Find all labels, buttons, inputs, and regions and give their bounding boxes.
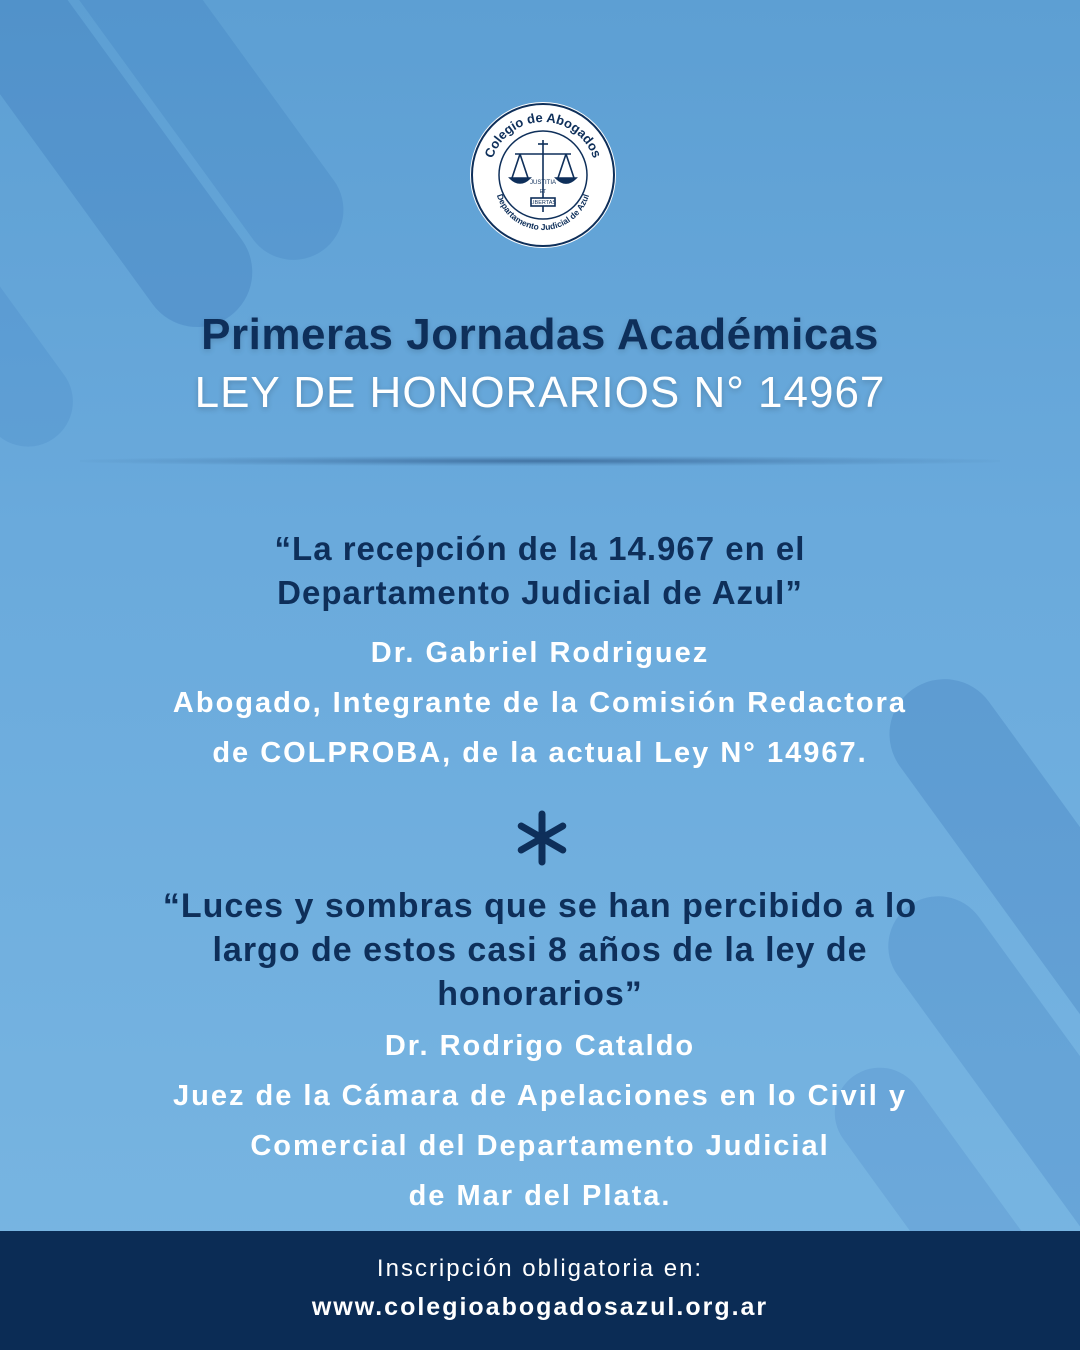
registration-label: Inscripción obligatoria en: (376, 1255, 704, 1282)
talk-1-speaker-block (40, 628, 1040, 778)
colegio-logo (468, 100, 618, 250)
divider (80, 456, 1000, 466)
speaker-role-line: Abogado, Integrante de la Comisión Redactora (172, 687, 908, 719)
talk-title-line: “La recepción de la 14.967 en el (274, 530, 806, 567)
speaker-role-line: Comercial del Departamento Judicial (250, 1130, 830, 1162)
page-title: Primeras Jornadas Académicas (201, 310, 879, 359)
speaker-role-line: de Mar del Plata. (408, 1180, 672, 1212)
registration-link[interactable]: www.colegioabogadosazul.org.ar (311, 1293, 769, 1321)
header (0, 310, 1080, 418)
speaker-role-line: Juez de la Cámara de Apelaciones en lo Civil y (172, 1080, 907, 1112)
speaker-role-line: de COLPROBA, de la actual Ley N° 14967. (212, 737, 868, 769)
logo-libertas-text: LIBERTAS (529, 200, 557, 206)
talk-2-title (60, 884, 1020, 1016)
logo-justitia-text: JUSTITIA (529, 180, 557, 186)
talk-2-speaker-block (40, 1021, 1040, 1221)
footer-bar (0, 1231, 1080, 1350)
talk-title-line: Departamento Judicial de Azul” (277, 574, 803, 611)
speaker-name: Dr. Gabriel Rodriguez (370, 637, 710, 669)
page-subtitle: LEY DE HONORARIOS N° 14967 (194, 368, 886, 417)
speaker-name: Dr. Rodrigo Cataldo (384, 1030, 696, 1062)
asterisk-icon (514, 810, 570, 866)
talk-title-line: “Luces y sombras que se han percibido a lo (162, 887, 918, 925)
talk-1-title (60, 527, 1020, 615)
logo-top-text: Colegio de Abogados (481, 109, 605, 160)
logo-bottom-text: Departamento Judicial de Azul (494, 192, 592, 233)
logo-et-text: ET (539, 189, 547, 195)
talk-title-line: largo de estos casi 8 años de la ley de (212, 931, 868, 969)
talk-title-line: honorarios” (437, 975, 643, 1013)
